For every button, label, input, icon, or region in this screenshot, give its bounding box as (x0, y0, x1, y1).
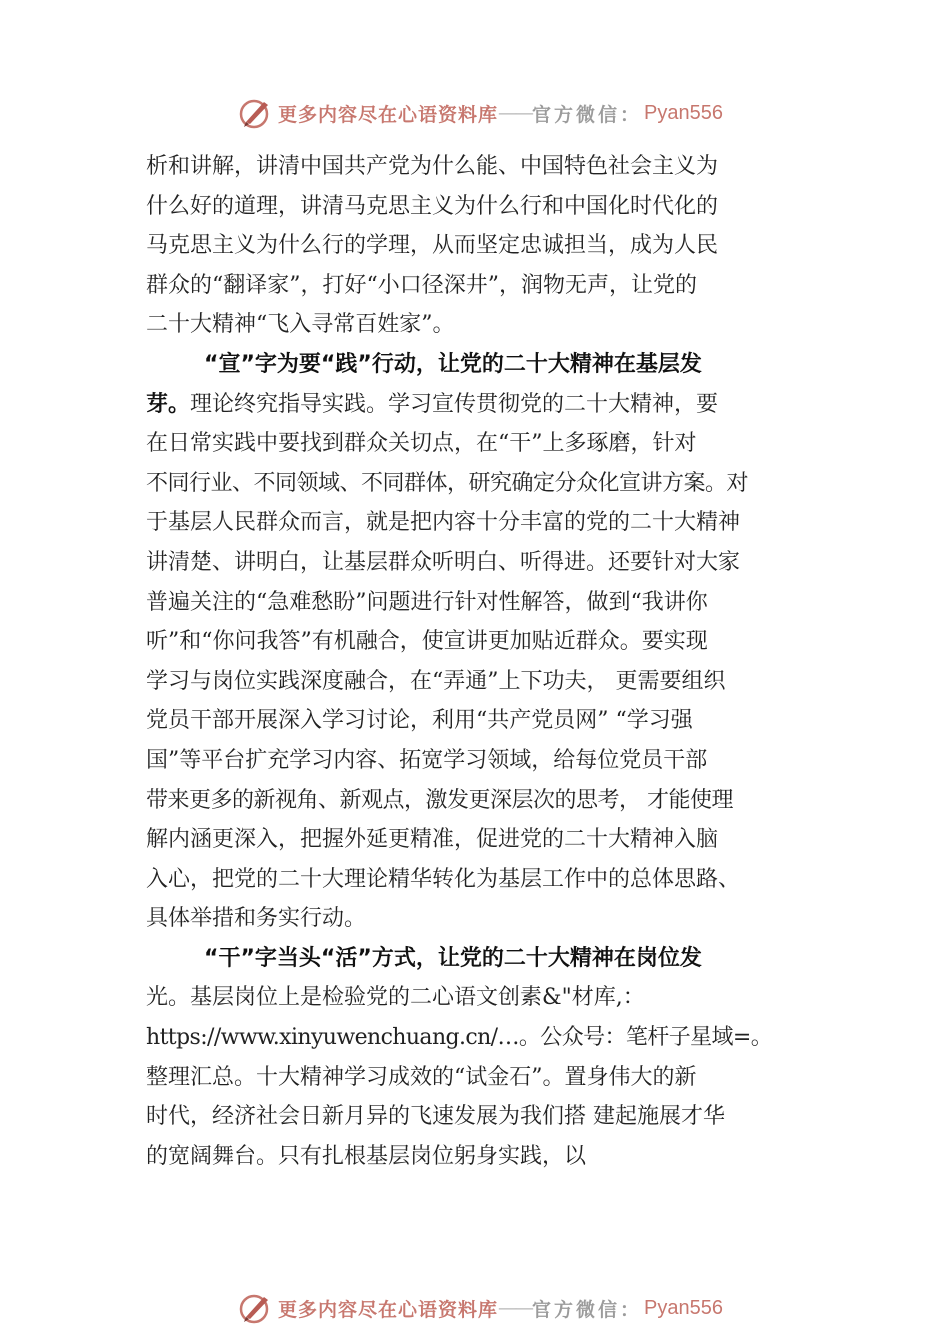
watermark-id: Pyan556 (644, 101, 723, 124)
pen-logo-icon (238, 96, 274, 130)
body-line: 什么好的道理，讲清马克思主义为什么行和中国化时代化的 (146, 193, 719, 219)
body-line: 的宽阔舞台。只有扎根基层岗位躬身实践，以 (146, 1143, 587, 1169)
body-line: 入心，把党的二十大理论精华转化为基层工作中的总体思路、 (146, 866, 741, 892)
body-line: https://www.xinyuwenchuang.cn/…。公众号：笔杆子星域=。 (146, 1025, 773, 1051)
document-body (146, 147, 846, 1176)
body-line: 马克思主义为什么行的学理，从而坚定忠诚担当，成为人民 (146, 233, 719, 259)
body-line: 不同行业、不同领域、不同群体，研究确定分众化宣讲方案。对 (146, 470, 749, 496)
body-line: 整理汇总。十大精神学习成效的“试金石”。置身伟大的新 (146, 1064, 697, 1090)
body-line: 二十大精神“飞入寻常百姓家”。 (146, 312, 455, 338)
watermark-dash: —— (498, 1297, 533, 1319)
watermark-label: 官方微信： (532, 1298, 643, 1321)
footer-watermark (238, 1291, 723, 1325)
watermark-dash: —— (498, 102, 533, 124)
body-line: 具体举措和务实行动。 (146, 906, 367, 932)
body-line: 普遍关注的“急难愁盼”问题进行针对性解答，做到“我讲你 (146, 589, 708, 615)
body-line: 析和讲解，讲清中国共产党为什么能、中国特色社会主义为 (146, 154, 719, 179)
body-line: 听”和“你问我答”有机融合，使宣讲更加贴近群众。要实现 (146, 629, 708, 655)
body-line: 光。基层岗位上是检验党的二心语文创素&"材库,： (146, 985, 645, 1011)
watermark-brand: 更多内容尽在心语资料库 (278, 103, 499, 126)
body-line: 时代，经济社会日新月异的飞速发展为我们搭 建起施展才华 (146, 1104, 725, 1130)
body-line: 在日常实践中要找到群众关切点，在“干”上多琢磨，针对 (146, 431, 697, 457)
pen-logo-icon (238, 1291, 274, 1325)
body-line: 带来更多的新视角、新观点，激发更深层次的思考， 才能使理 (146, 787, 733, 813)
body-line: 讲清楚、讲明白，让基层群众听明白、听得进。还要针对大家 (146, 549, 741, 575)
body-line: 国”等平台扩充学习内容、拓宽学习领域，给每位党员干部 (146, 747, 708, 773)
watermark-id: Pyan556 (644, 1296, 723, 1319)
section-heading: “干”字当头“活”方式，让党的二十大精神在岗位发 (204, 945, 702, 971)
body-line: 党员干部开展深入学习讨论，利用“共产党员网” “学习强 (146, 708, 693, 734)
body-line: 于基层人民群众而言，就是把内容十分丰富的党的二十大精神 (146, 510, 741, 536)
body-line: 解内涵更深入，把握外延更精准，促进党的二十大精神入脑 (146, 827, 719, 853)
watermark-label: 官方微信： (532, 103, 643, 126)
body-line: 芽。理论终究指导实践。学习宣传贯彻党的二十大精神，要 (146, 391, 719, 417)
section-heading: “宣”字为要“践”行动，让党的二十大精神在基层发 (204, 351, 702, 377)
header-watermark (238, 96, 723, 130)
body-line: 群众的“翻译家”，打好“小口径深井”，润物无声，让党的 (146, 272, 697, 298)
body-line: 学习与岗位实践深度融合，在“弄通”上下功夫， 更需要组织 (146, 668, 726, 694)
watermark-brand: 更多内容尽在心语资料库 (278, 1298, 499, 1321)
